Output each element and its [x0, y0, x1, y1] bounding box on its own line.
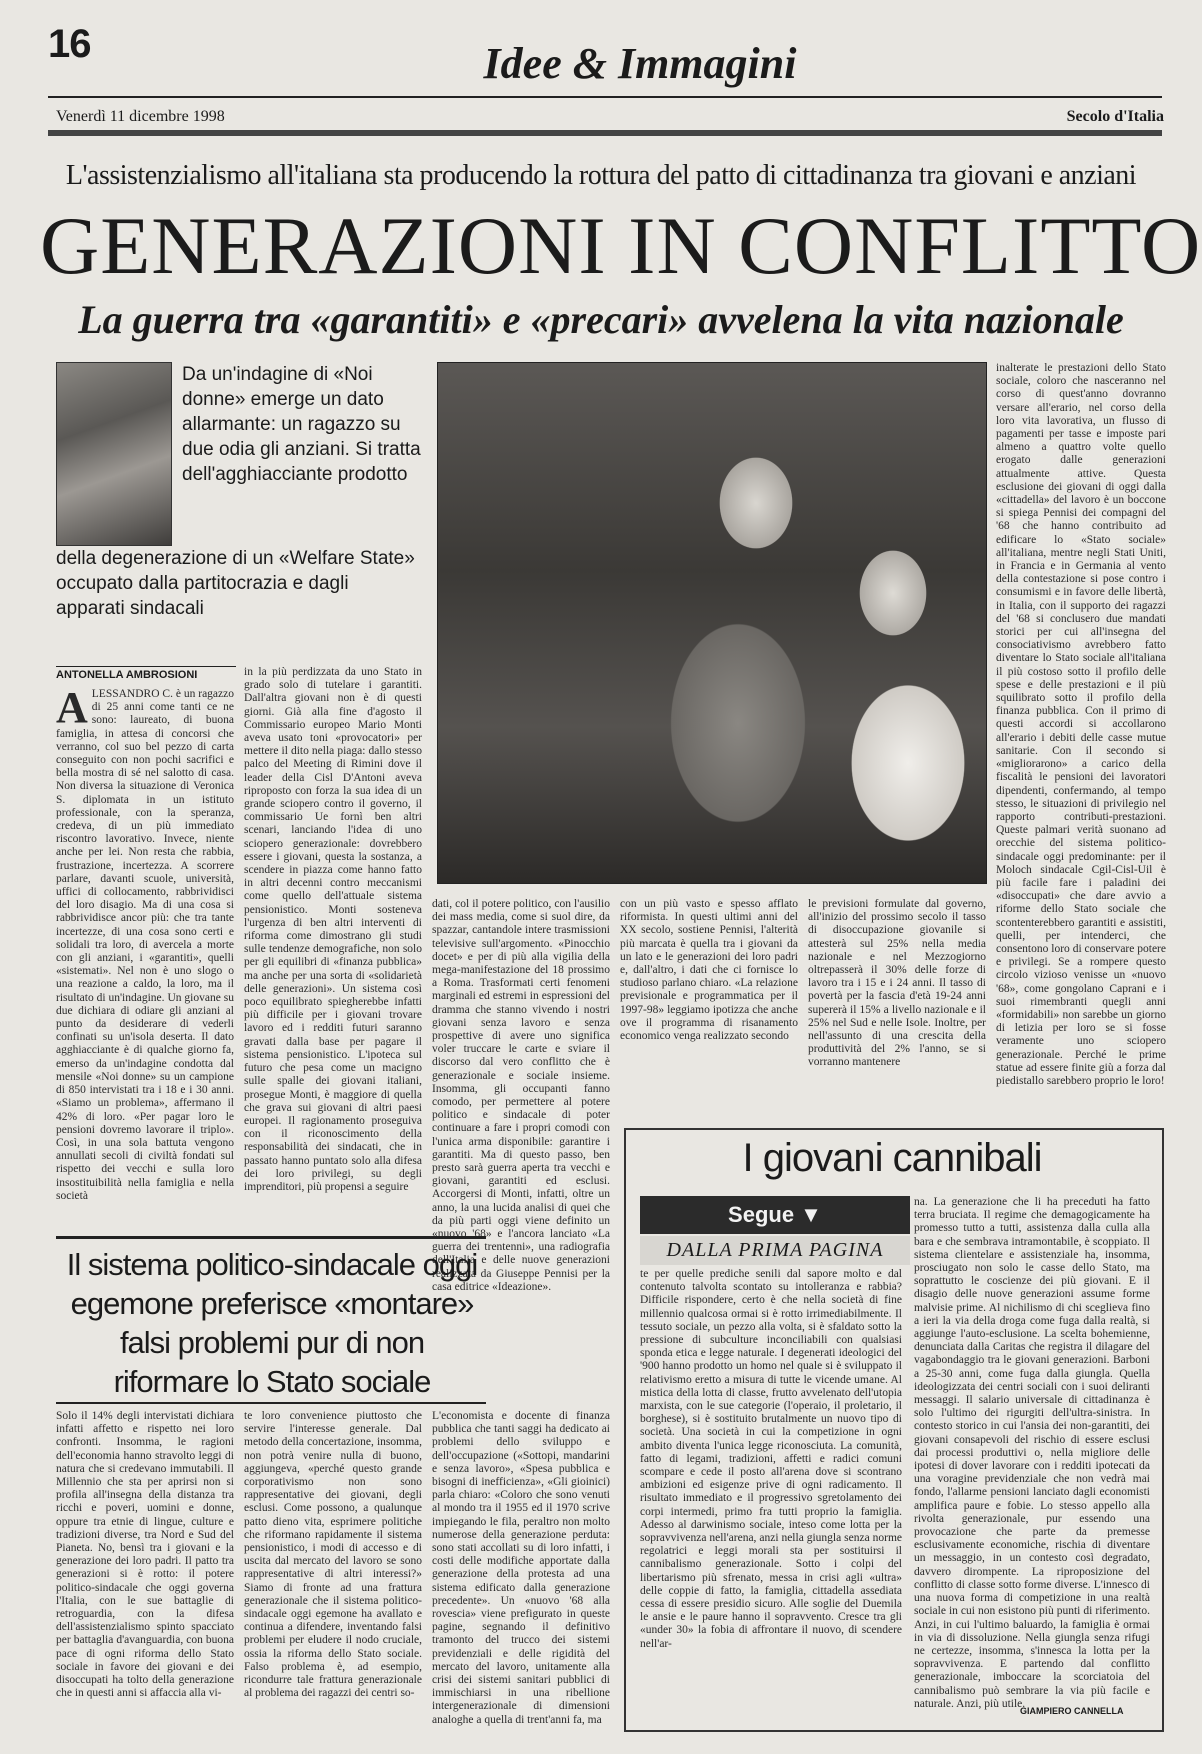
page-number: 16 — [48, 22, 91, 66]
newspaper-name: Secolo d'Italia — [1066, 108, 1164, 125]
header-rule — [48, 96, 1162, 98]
sidebar-column-2: na. La generazione che li ha preceduti ha fatto terra bruciata. Il regime che demagogicamente ha promesso tutto a tutti, assistenza dalla culla alla bara e che sembrava intramontabile, è scoppiato. Il sistema clientelare e assistenziale ha, insomma, prosciugato non solo le casse dello Stato, ma soprattutto le coscienze dei più giovani. E il disagio delle nuove generazioni assume forme malvisie prime. Al nichilismo di chi sceglieva fino a ieri la via della droga come fuga dalla realtà, si aggiunge l'auto-esclusione. La scelta bohemienne, denunciata dalla Caritas che registra il dilagare del vagabondaggio tra le giovani generazioni. Barboni a 25-30 anni, come fuga dalla giungla. Quella ideologizzata dei centri sociali con i suoi deliranti messaggi. Il salario universale di cittadinanza è solo l'ultimo dei rigurgiti dell'ultra-sinistra. In contesto storico in cui l'ansia dei non-garantiti, dei giovani consapevoli del rischio di essere esclusi dai processi produttivi o, nella migliore delle ipotesi di dover lavorare con i redditi ipotecati da una voragine previdenziale che non vedrà mai fondo, l'allarme pensioni lanciato dagli economisti amplifica paure e fobie. Lo stesso appello alla rivolta generazionale, pur essendo una provocazione che parte da premesse esclusivamente economiche, rischia di diventare un messaggio, in un contesto così degradato, davvero dirompente. La riproposizione del conflitto di classe sotto forme diverse. L'innesco di una nuova forma di competizione in una realtà sociale in cui non esistono più punti di riferimento. Anzi, in cui l'ultimo baluardo, la famiglia è ormai in via di dissoluzione. Nella giungla senza rifugi ne certezze, insomma, s'innesca la lotta per la sopravvivenza. E partendo dal conflitto generazionale, imboccare la scorciatoia del cannibalismo può sembrare la via più facile e naturale. Anzi, più utile. — [914, 1196, 1150, 1710]
body-column-5: le previsioni formulate dal governo, all'inizio del prossimo secolo il tasso di disoccupazione giovanile si attesterà sul 25% nella media nazionale e nel Mezzogiorno oltrepasserà il 30% delle forze di lavoro tra i 15 e i 24 anni. Il tasso di povertà per la fascia d'età 19-24 anni supererà il 15% a livello nazionale e il 25% nel Sud e nelle Isole. Inoltre, per nell'assunto di una crescita della produttività del 2% l'anno, se si vorranno mantenere — [808, 898, 986, 1069]
pull-quote-rule — [56, 1402, 486, 1404]
header-double-rule — [48, 130, 1162, 136]
article-headline: GENERAZIONI IN CONFLITTO — [40, 200, 1202, 291]
lede-continuation: della degenerazione di un «Welfare State» occupato dalla partitocrazia e dagli apparati sindacali — [56, 548, 415, 619]
article-kicker: L'assistenzialismo all'italiana sta producendo la rottura del patto di cittadinanza tra giovani e anziani — [65, 160, 1137, 191]
byline: ANTONELLA AMBROSIONI — [56, 666, 236, 681]
segue-banner: Segue ▼ — [640, 1196, 910, 1234]
body-column-4: con un più vasto e spesso afflato riformista. In questi ultimi anni del XX secolo, sostiene Pennisi, l'alterità più marcata è quella tra i giovani da un lato e le generazioni dei loro padri e, dall'altro, i dati che ci fornisce lo studioso parlano chiaro. «La relazione previsionale e programmatica per il 1997-98» leggiamo ipotizza che anche ove il programma di risanamento economico venga realizzato secondo — [620, 898, 798, 1043]
drop-cap: A — [56, 683, 88, 732]
body-column-1 — [56, 683, 234, 1228]
lede-text: Da un'indagine di «Noi donne» emerge un dato allarmante: un ragazzo su due odia gli anziani. Si tratta dell'agghiacciante prodotto — [182, 364, 421, 485]
sidebar-title: I giovani cannibali — [742, 1136, 1042, 1180]
prima-pagina-label: DALLA PRIMA PAGINA — [640, 1236, 910, 1265]
article-subhead: La guerra tra «garantiti» e «precari» avvelena la vita nazionale — [78, 297, 1124, 342]
box-column-1: Solo il 14% degli intervistati dichiara infatti affetto e rispetto nei loro confronti. Insomma, le ragioni dell'economia hanno stravolto leggi di natura che si credevano immutabili. Il Millennio che sta per aprirsi non si profila all'insegna della distanza tra ricchi e poveri, uomini e donne, oppure tra etnie di lingue, culture e tradizioni diverse, tra Nord e Sud del Pianeta. No, bensì tra i giovani e la generazione dei loro padri. Il patto tra generazioni si è rotto: il potere politico-sindacale che oggi governa l'Italia, con le sue battaglie di retroguardia, con la difesa dell'assistenzialismo spinto spacciato per battaglia d'avanguardia, con buona pace di ogni riforma dello Stato sociale in favore dei giovani e dei disoccupati ha tolto della generazione che in questi anni si affaccia alla vi- — [56, 1410, 234, 1700]
sidebar-column-1: te per quelle prediche senili dal sapore molto e dal contenuto talvolta scontato su intolleranza e rabbia? Difficile rispondere, certo è che nella società di fine millennio qualcosa ormai si è rotto irrimediabilmente. Il tessuto sociale, un pezzo alla volta, si è sfaldato sotto la pressione di subculture inconciliabili con qualsiasi sponda etica e legge naturale. I degenerati ideologici del '900 hanno prodotto un homo nel quale si è sviluppato il relativismo eretto a misura di tutte le vicende umane. Al mistica della lotta di classe, frutto avvelenato dell'utopia marxista, con le sue categorie (l'operaio, il proletario, il borghese), si è sostituito brutalmente un nuovo tipo di società. Una società in cui la competizione in ogni ambito diventa l'unica legge riconosciuta. La comunità, fatto di legami, tradizioni, affetti e radici comuni scompare e cede il posto all'arena dove si scontrano ambizioni ed esigenze prive di ogni radicamento. Il risultato immediato e il progressivo sgretolamento dei corpi intermedi, primo fra tutti proprio la famiglia. Adesso al darwinismo sociale, inteso come lotta per la sopravvivenza nell'arena, anzi nella giungla senza norme regolatrici e leggi morali sta per sostituirsi il cannibalismo generazionale. Sotto i colpi del libertarismo più sfrenato, messa in crisi agli «ultra» delle coppie di fatto, la famiglia, cittadella assediata cessa di essere presidio sicuro. Alle soglie del Duemila le ansie e le paure hanno il sopravvento. Cresce tra gli «under 30» la fobia di affrontare il nuovo, di scendere nell'ar- — [640, 1268, 902, 1650]
issue-date: Venerdì 11 dicembre 1998 — [56, 108, 225, 125]
youth-group-photo — [56, 362, 172, 546]
section-title: Idee & Immagini — [483, 39, 797, 88]
column-text: LESSANDRO C. è un ragazzo di 25 anni come tanti ce ne sono: laureato, di buona famiglia, in attesa di concorsi che verranno, col suo bel pezzo di carta conseguito con non pochi sacrifici e bella mostra di sé nel salotto di casa. Non diversa la situazione di Veronica S. diplomata in un istituto professionale, con la speranza, credeva, di un più immediato riscontro lavorativo. Invece, niente anche per lei. Non resta che rabbia, frustrazione, incertezza. A scorrere parlare, davanti scuole, università, uffici di collocamento, rabbrividisci del loro disagio. Ma di una cosa si rabbrividisce ancor più: che tra tante incertezze, di una cosa sono certi e solidali tra loro, di avercela a morte con gli anziani, i «garantiti», quelli «sistemati». Nel non è uno slogo o una reazione a caldo, la loro, ma il risultato di un'indagine. Un giovane su due dichiara di odiare gli anziani al punto da desiderare di vederli confinati su un'isola deserta. Il dato agghiacciante è di qualche giorno fa, emerso da un'indagine condotta dal mensile «Noi donne» su un campione di 850 intervistati tra i 18 e i 30 anni. «Siamo un problema», affermano il 42% di loro. «Per pagar loro le pensioni dovremo lavorare il triplo». Così, in una sola battuta vengono annullati secoli di civiltà fondati sul rispetto dei vecchi e sulla loro insostituibilità nella famiglia e nella società — [56, 688, 234, 1202]
sidebar-signature: GIAMPIERO CANNELLA — [1020, 1706, 1124, 1716]
body-column-6: inalterate le prestazioni dello Stato sociale, coloro che nasceranno nel corso di quest'anno dovranno versare all'erario, nel corso della loro vita lavorativa, un flusso di pagamenti per tasse e imposte pari almeno a quattro volte quello erogato dalle generazioni attualmente attive. Questa esclusione dei giovani di oggi dalla «cittadella» del lavoro è un boccone si spiega Pennisi dei compagni del '68 che hanno contribuito ad edificare lo «Stato sociale» all'italiana, mentre negli Stati Uniti, in Francia e in Germania al vento della contestazione si pose contro i consumismi e in favore delle libertà, in Italia, con il supporto dei ragazzi del '68 si conclusero due mandati storici per cui all'insegna del consociativismo avrebbero fatto diventare lo Stato sociale all'italiana il più costoso sotto il profilo delle spese e delle prestazioni e il più squilibrato sotto il profilo della finanza pubblica. Con il primo di questi accordi si accollarono all'erario i debiti delle casse mutue sanitarie. Con il secondo si «migliorarono» a carico della fiscalità le pensioni dei lavoratori dipendenti, confermando, al tempo stesso, le situazioni di privilegio nel rapporto contributi-prestazioni. Queste palmari verità suonano ad orecchie del sistema politico-sindacale oggi predominante: per il Moloch sindacale Cgil-Cisl-Uil è più facile fare i paladini dei «disoccupati» che dare avvio a riforme dello Stato sociale che scontenterebbero garantiti e assistiti, quelli, per intenderci, che consentono loro di conservare potere e privilegi. Se a rompere questo circolo vizioso venisse un «nuovo '68», come gongolano Caprani e i suoi rimembranti quegli anni «formidabili» non sarebbe un giorno di letizia per loro se si fosse veramente uno sciopero generazionale. Perché le prime statue ad essere finite giù a forza dal piedistallo sarebbero proprio le loro! — [996, 362, 1166, 1087]
body-column-2: in la più perdizzata da uno Stato in grado solo di tutelare i garantiti. Dall'altra giovani non è di questi giorni. Già alla fine d'agosto il Commissario europeo Mario Monti aveva usato toni «provocatori» per mettere il dito nella piaga: dallo stesso palco del Meeting di Rimini dove il leader della Cisl D'Antoni aveva riproposto con forza la sua idea di un grande sciopero contro il governo, il commissario Ue fornì ben altri scenari, lanciando l'idea di uno sciopero generazionale: dovrebbero essere i giovani, questa la sostanza, a scendere in piazza come hanno fatto in altri decenni contro meccanismi come quello dell'attuale sistema pensionistico. Monti sosteneva l'urgenza di ben altri interventi di riforma come dimostrano gli studi sulle tendenze demografiche, non solo per gli equilibri di «finanza pubblica» ma anche per una sorta di «solidarietà delle generazioni». Un sistema così poco equilibrato spiegherebbe infatti più difficile per i giovani trovare lavoro ed i redditi futuri saranno gravati dalla base per pagare il sistema pensionistico. L'ipoteca sul futuro che pesa come un macigno sulle spalle dei giovani italiani, prosegue Monti, è maggiore di quella che grava sui giovani di altri paesi europei. Il ragionamento proseguiva con il riconoscimento della responsabilità dei sindacati, che in passato hanno puntato solo alla difesa dei loro privilegi, su degli imprenditori, più propensi a seguire — [244, 666, 422, 1193]
box-column-3: L'economista e docente di finanza pubblica che tanti saggi ha dedicato ai problemi dello sviluppo e dell'occupazione («Sottopi, mandarini e senza lavoro», «Spesa pubblica e bisogni di inefficienza», «Gli gioinici) parla chiaro: «Coloro che sono venuti al mondo tra il 1955 ed il 1970 scrive impiegando le fila, peraltro non molto numerose della generazione perduta: sono stati accollati su di loro infatti, i costi delle modifiche apportate dalla generazione della protesta ad una sistema edificato dalla generazione precedente». Un «nuovo '68 alla rovescia» viene prefigurato in queste pagine, segnando il definitivo tramonto del trucco dei sistemi previdenziali e delle rigidità del mercato del lavoro, unitamente alla crisi dei sistemi sanitari pubblici di immischiarsi in una ribellione intergenerazionale di dimensioni analoghe a quella di trent'anni fa, ma — [432, 1410, 610, 1726]
box-column-2: te loro convenience piuttosto che servire l'interesse generale. Dal metodo della concertazione, insomma, non potrà venire nulla di buono, aggiungeva, «perché questo grande corporativismo non sono rappresentative dei giovani, degli esclusi. Come possono, a qualunque patto dieno vita, esprimere politiche che riformano rapidamente il sistema pensionistico, i modi di accesso e di uscita dal mercato del lavoro se sono rappresentative di altri interessi?» Siamo di fronte ad una frattura generazionale che il sistema politico-sindacale oggi egemone ha avallato e continua a difendere, inventando falsi problemi per eludere il nodo cruciale, ossia la riforma dello Stato sociale. Falso problema è, ad esempio, ricondurre tale frattura generazionale al problema dei ragazzi dei centri so- — [244, 1410, 422, 1700]
main-photo — [437, 362, 987, 884]
body-column-3: dati, col il potere politico, con l'ausilio dei mass media, come si suol dire, da spazzar, cantandole intere trasmissioni televisive sull'argomento. «Pinocchio docet» e per di più alla vigilia della mega-manifestazione del 18 prossimo a Roma. Trasformati certi fenomeni marginali ed estremi in espressioni del dramma che stanno vivendo i nostri giovani senza lavoro e senza prospettive di avere uno significa voler truccare le carte e sviare il discorso dal vero conflitto che è generazionale e sociale insieme. Insomma, gli occupanti fanno comodo, per permettere al potere politico e sindacale di poter continuare a fare i propri comodi con l'unica arma disponibile: garantire i garantiti. Ma di questo passo, ben presto sarà guerra aperta tra vecchi e giovani, garantiti ed esclusi. Accorgersi di Monti, infatti, oltre un anno, la una lucida analisi di quei che da più parti oggi viene definito un «nuovo '68» e l'ancora lanciato «La guerra dei trentenni», una radiografia dell'Italia e delle nuove generazioni realizzata da Giuseppe Pennisi per la casa editrice «Ideazione». — [432, 898, 610, 1293]
pull-quote-headline: Il sistema politico-sindacale oggi egemone preferisce «montare» falsi problemi pur di non riformare lo Stato sociale — [66, 1247, 478, 1399]
